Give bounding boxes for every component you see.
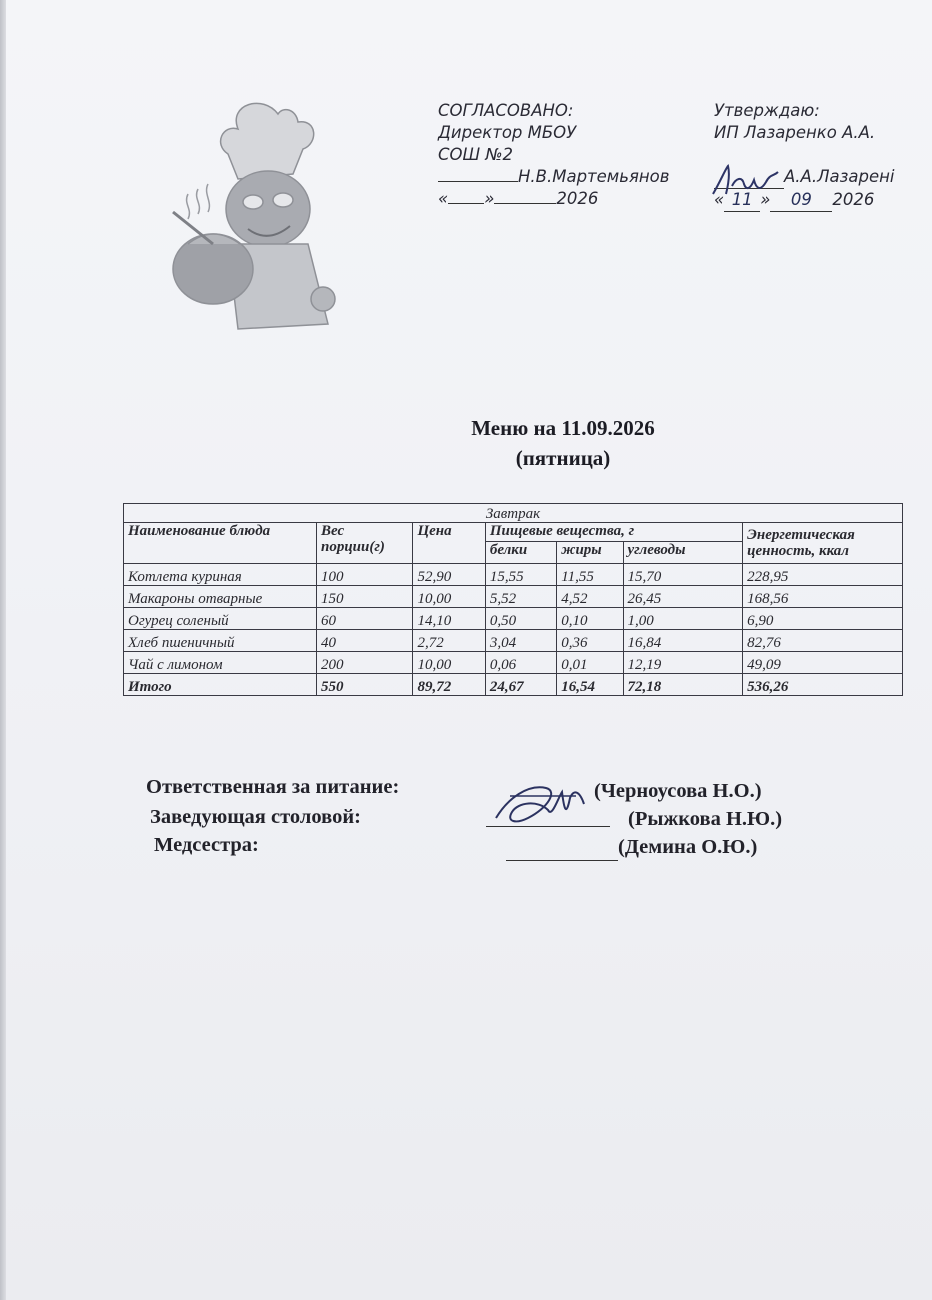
cell-price: 2,72 [413, 630, 485, 652]
cell-price: 10,00 [413, 652, 485, 674]
date-quote-close: » [484, 189, 495, 208]
cell-name: Макароны отварные [124, 586, 317, 608]
cell-energy: 49,09 [743, 652, 903, 674]
cell-protein: 0,06 [485, 652, 556, 674]
handwritten-signature-approver [708, 160, 788, 200]
date-month-blank [494, 203, 556, 204]
cell-energy: 82,76 [743, 630, 903, 652]
cell-weight: 550 [316, 674, 412, 696]
cell-weight: 150 [316, 586, 412, 608]
cell-protein: 0,50 [485, 608, 556, 630]
cell-name: Огурец соленый [124, 608, 317, 630]
cell-weight: 40 [316, 630, 412, 652]
menu-subtitle: (пятница) [515, 446, 611, 470]
menu-table [123, 503, 903, 696]
cell-weight: 200 [316, 652, 412, 674]
cell-protein: 5,52 [485, 586, 556, 608]
cell-name: Котлета куриная [124, 564, 317, 586]
handwritten-signature-responsible [488, 778, 593, 830]
canteen-head-name: (Рыжкова Н.Ю.) [628, 808, 783, 830]
cell-fat: 0,10 [557, 608, 623, 630]
cell-protein: 15,55 [485, 564, 556, 586]
cell-weight: 60 [316, 608, 412, 630]
table-total-row [124, 674, 903, 696]
date-quote-close: » [760, 190, 771, 209]
table-row [124, 652, 903, 674]
signature-blank [438, 181, 518, 182]
approval-left-heading: СОГЛАСОВАНО: [438, 101, 574, 120]
menu-title: Меню на 11.09.2026 [471, 416, 655, 440]
cell-name: Чай с лимоном [124, 652, 317, 674]
cell-energy: 228,95 [743, 564, 903, 586]
approval-left-name: Н.В.Мартемьянов [518, 167, 670, 186]
date-day-handwritten: 11 [724, 189, 760, 212]
cell-carbs: 1,00 [623, 608, 743, 630]
nurse-label: Медсестра: [154, 834, 259, 856]
approval-right-name: А.А.Лазарені [784, 167, 895, 186]
cell-carbs: 15,70 [623, 564, 743, 586]
chef-illustration [168, 94, 348, 344]
meal-heading: Завтрак [124, 504, 903, 523]
col-header-nutrients: Пищевые вещества, г [485, 523, 742, 542]
cell-price: 89,72 [413, 674, 485, 696]
cell-fat: 16,54 [557, 674, 623, 696]
cell-price: 10,00 [413, 586, 485, 608]
canteen-head-label: Заведующая столовой: [150, 806, 361, 828]
cell-carbs: 26,45 [623, 586, 743, 608]
approval-left-block [438, 100, 670, 210]
cell-name: Итого [124, 674, 317, 696]
col-header-price: Цена [413, 523, 485, 564]
col-header-fat: жиры [557, 542, 623, 564]
col-header-protein: белки [485, 542, 556, 564]
cell-fat: 0,01 [557, 652, 623, 674]
cell-price: 52,90 [413, 564, 485, 586]
cell-energy: 536,26 [743, 674, 903, 696]
cell-carbs: 72,18 [623, 674, 743, 696]
date-month-handwritten: 09 [770, 189, 832, 212]
cell-weight: 100 [316, 564, 412, 586]
nurse-name: (Демина О.Ю.) [618, 836, 758, 858]
nurse-signature-line [506, 834, 618, 861]
approval-right-entrepreneur: ИП Лазаренко А.А. [714, 123, 876, 142]
cell-name: Хлеб пшеничный [124, 630, 317, 652]
cell-protein: 24,67 [485, 674, 556, 696]
cell-carbs: 12,19 [623, 652, 743, 674]
cell-carbs: 16,84 [623, 630, 743, 652]
cell-energy: 6,90 [743, 608, 903, 630]
cell-fat: 11,55 [557, 564, 623, 586]
responsible-name: (Черноусова Н.О.) [594, 780, 762, 802]
approval-left-school: СОШ №2 [438, 145, 514, 164]
cell-energy: 168,56 [743, 586, 903, 608]
approval-left-position: Директор МБОУ [438, 123, 577, 142]
date-year: 2026 [556, 189, 599, 208]
table-row [124, 608, 903, 630]
col-header-name: Наименование блюда [124, 523, 317, 564]
cell-protein: 3,04 [485, 630, 556, 652]
table-row [124, 586, 903, 608]
approval-right-heading: Утверждаю: [714, 101, 820, 120]
date-year: 2026 [832, 190, 875, 209]
approval-left-signature-line [438, 166, 670, 188]
cell-price: 14,10 [413, 608, 485, 630]
date-day-blank [448, 203, 484, 204]
cell-fat: 0,36 [557, 630, 623, 652]
date-quote-open: « [438, 189, 449, 208]
col-header-energy: Энергетическая ценность, ккал [743, 523, 903, 564]
table-row [124, 630, 903, 652]
col-header-weight: Вес порции(г) [316, 523, 412, 564]
col-header-carbs: углеводы [623, 542, 743, 564]
approval-left-date [438, 188, 670, 210]
responsible-label: Ответственная за питание: [146, 776, 400, 798]
date-quote-open: « [714, 190, 725, 209]
table-row [124, 564, 903, 586]
cell-fat: 4,52 [557, 586, 623, 608]
